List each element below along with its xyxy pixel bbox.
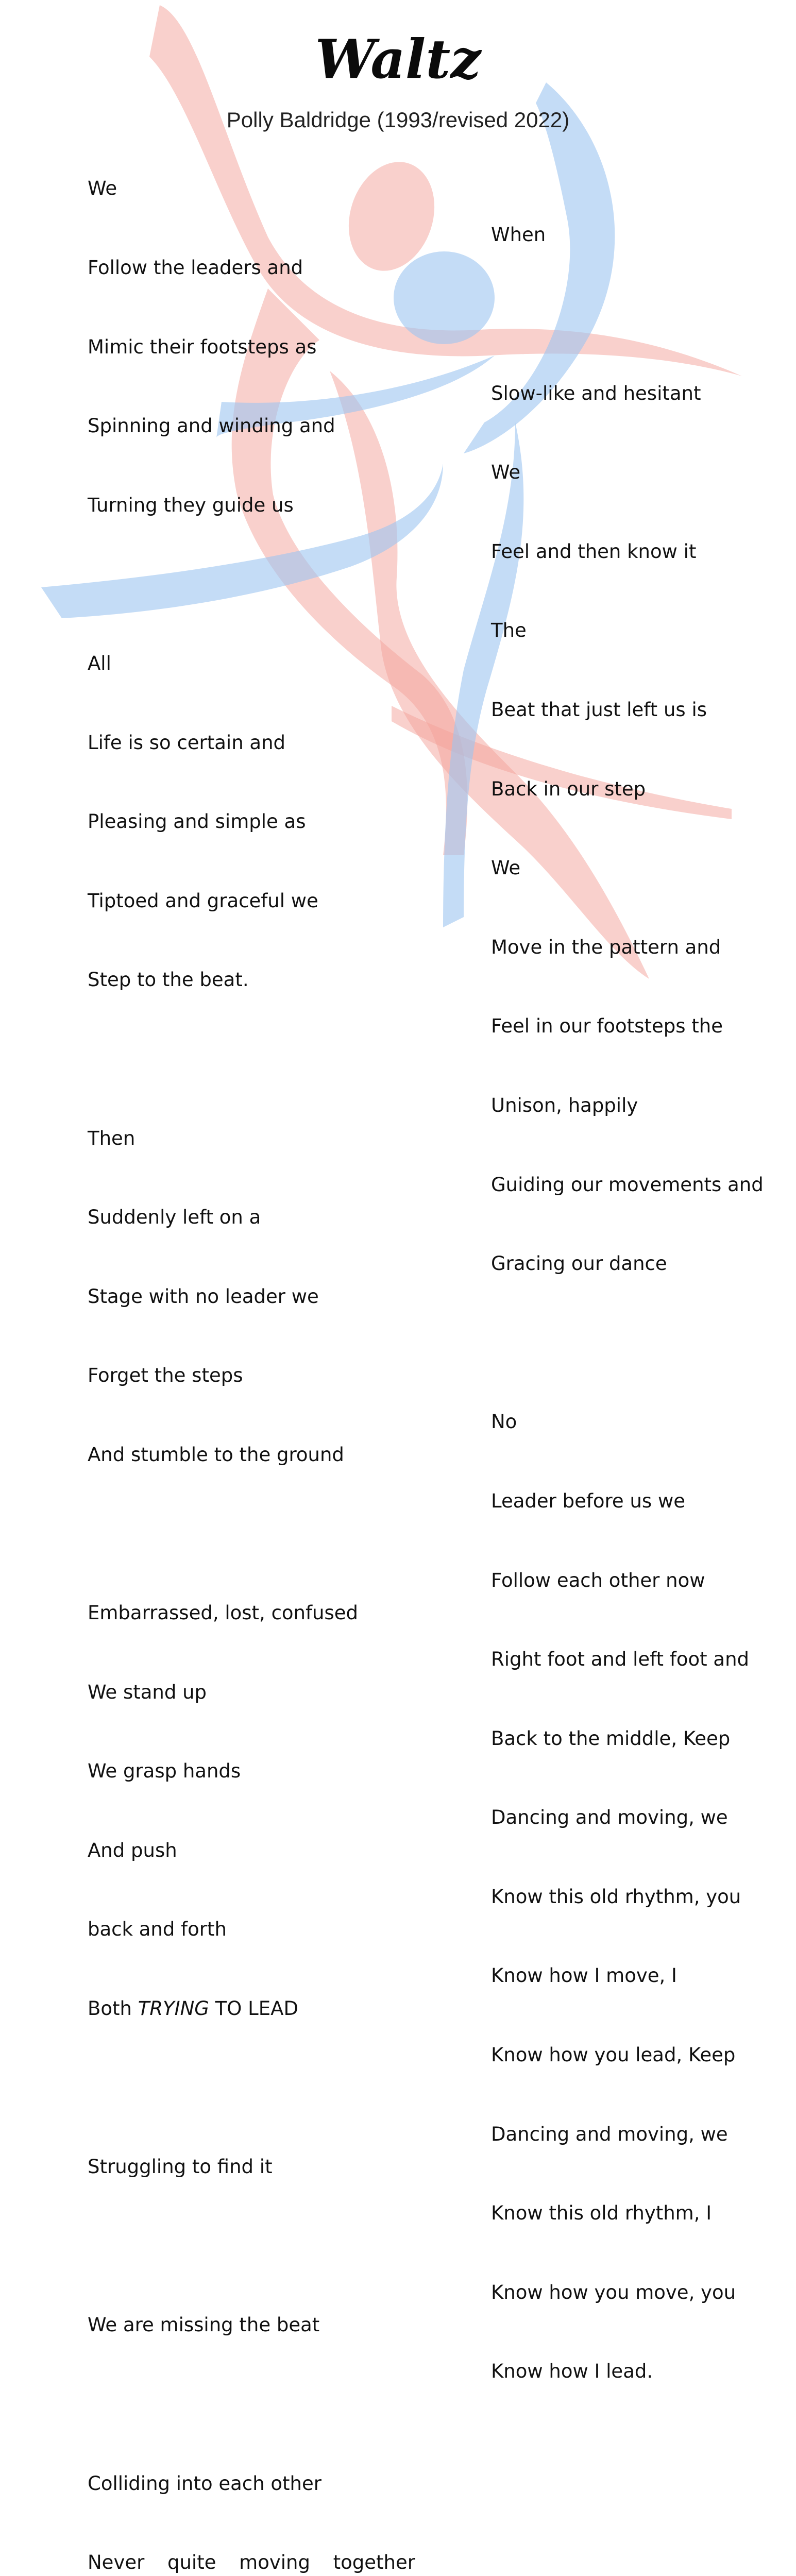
- poem-line: Mimic their footsteps as: [88, 335, 317, 358]
- left-column: [88, 123, 417, 2576]
- poem-line: Guiding our movements and: [491, 1173, 764, 1196]
- poem-line: Follow each other now: [491, 1569, 705, 1591]
- poem-line-justified: [88, 2549, 415, 2575]
- poem-line: Follow the leaders and: [88, 257, 303, 279]
- poem-line: Move in the pattern and: [491, 936, 721, 958]
- stanza-break: [491, 301, 780, 327]
- poem-line: Colliding into each other: [88, 2472, 321, 2495]
- poem-line: Pleasing and simple as: [88, 810, 306, 833]
- poem-line: And stumble to the ground: [88, 1443, 344, 1466]
- poem-line: All: [88, 652, 111, 674]
- poem-line: Dancing and moving, we: [491, 1806, 728, 1829]
- poem-line: Back to the middle, Keep: [491, 1727, 731, 1750]
- italic-word: TRYING: [138, 1997, 209, 2020]
- poem-line: The: [491, 619, 527, 642]
- poem-line: Step to the beat.: [88, 969, 249, 991]
- poem-line: Forget the steps: [88, 1364, 243, 1387]
- line-suffix: TO LEAD: [209, 1997, 298, 2020]
- poem-line: Gracing our dance: [491, 1252, 667, 1275]
- poem-line: We are missing the beat: [88, 2314, 320, 2336]
- stanza-break: [491, 1330, 780, 1356]
- poem-line: Leader before us we: [491, 1489, 685, 1512]
- poem-line: Know how you lead, Keep: [491, 2044, 736, 2066]
- poem-title: Waltz: [315, 27, 481, 91]
- poem-line: Know how I lead.: [491, 2360, 653, 2383]
- poem-line: When: [491, 224, 546, 246]
- poem-line: And push: [88, 1839, 177, 1861]
- poem-line: We grasp hands: [88, 1760, 241, 1783]
- poem-line: Dancing and moving, we: [491, 2123, 728, 2145]
- poem-line: Embarrassed, lost, confused: [88, 1602, 359, 1624]
- right-column: [491, 169, 780, 2411]
- word: quite: [167, 2551, 216, 2574]
- poem-line: We: [88, 177, 117, 200]
- word: together: [333, 2551, 415, 2574]
- poem-line: Beat that just left us is: [491, 698, 707, 721]
- poem-line: We: [491, 857, 521, 879]
- poem-line: Stage with no leader we: [88, 1285, 319, 1308]
- word: Never: [88, 2551, 145, 2574]
- poem-line: Right foot and left foot and: [491, 1648, 749, 1671]
- poem-line: No: [491, 1411, 517, 1433]
- stanza-break: [88, 1046, 417, 1072]
- poem-line: Slow-like and hesitant: [491, 382, 701, 404]
- stanza-break: [88, 1521, 417, 1547]
- line-prefix: Both: [88, 1997, 138, 2020]
- poem-line: We stand up: [88, 1681, 207, 1703]
- poem-line: Know how I move, I: [491, 1964, 677, 1987]
- poem-line: back and forth: [88, 1918, 227, 1941]
- poem-line: Turning they guide us: [88, 494, 294, 516]
- author-line: Polly Baldridge (1993/revised 2022): [226, 108, 570, 132]
- poem-line: Spinning and winding and: [88, 415, 335, 437]
- poem-line: Feel and then know it: [491, 540, 697, 563]
- poem-line: Suddenly left on a: [88, 1206, 261, 1229]
- poem-line-mixed: [88, 1995, 417, 2022]
- stanza-break: [88, 2391, 417, 2417]
- poem-line: Unison, happily: [491, 1094, 638, 1116]
- poem-line: Life is so certain and: [88, 731, 286, 754]
- stanza-break: [88, 2075, 417, 2101]
- stanza-break: [88, 2233, 417, 2259]
- poem-line: Then: [88, 1127, 136, 1149]
- poem-line: Back in our step: [491, 777, 646, 800]
- poem-line: Feel in our footsteps the: [491, 1015, 723, 1038]
- word: moving: [239, 2551, 310, 2574]
- poem-line: Tiptoed and graceful we: [88, 889, 318, 912]
- poem-line: We: [491, 461, 521, 484]
- poem-line: Struggling to find it: [88, 2156, 273, 2178]
- poem-line: Know this old rhythm, you: [491, 1885, 741, 1908]
- poem-line: Know how you move, you: [491, 2281, 736, 2303]
- poem-line: Know this old rhythm, I: [491, 2202, 712, 2225]
- stanza-break: [88, 571, 417, 597]
